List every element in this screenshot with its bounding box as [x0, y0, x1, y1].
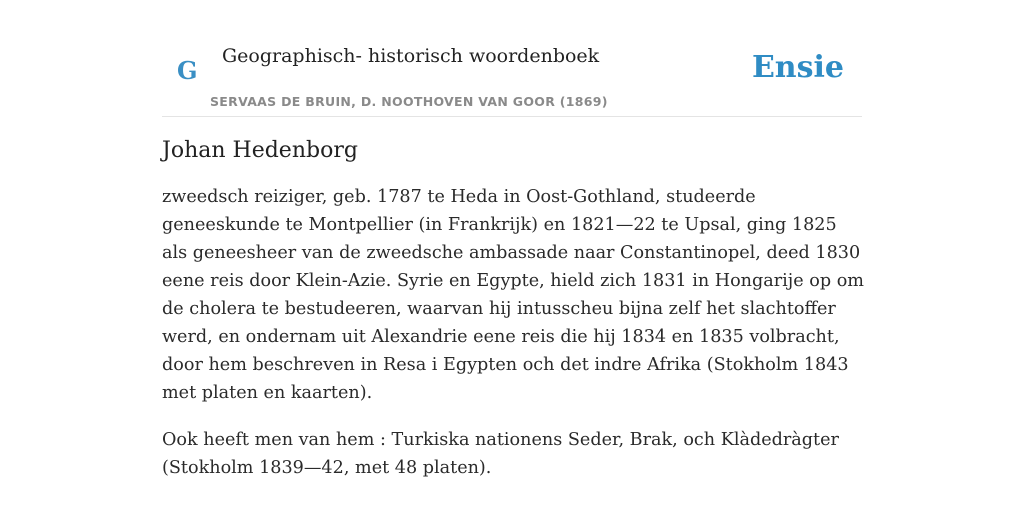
book-title-link[interactable]: Geographisch- historisch woordenboek: [222, 45, 600, 67]
entry-content: [162, 138, 867, 501]
book-letter-link[interactable]: G: [177, 56, 198, 85]
book-authors: SERVAAS DE BRUIN, D. NOOTHOVEN VAN GOOR (1869): [210, 94, 608, 109]
entry-paragraph-1: zweedsch reiziger, geb. 1787 te Heda in Oost-Gothland, studeerde geneeskunde te Montpellier (in Frankrijk) en 1821—22 te Upsal, ging 1825 als geneesheer van de zweedsche ambassade naar Constantinopel, deed 1830 eene reis door Klein-Azie. Syrie en Egypte, hield zich 1831 in Hongarije op om de cholera te bestudeeren, waarvan hij intusscheu bijna zelf het slachtoffer werd, en ondernam uit Alexandrie eene reis die hij 1834 en 1835 volbracht, door hem beschreven in Resa i Egypten och det indre Afrika (Stokholm 1843 met platen en kaarten).: [162, 187, 864, 403]
ensie-logo-link[interactable]: Ensie: [751, 50, 844, 85]
entry-paragraph-2: Ook heeft men van hem : Turkiska nationens Seder, Brak, och Klàdedràgter (Stokholm 1839—42, met 48 platen).: [162, 430, 839, 478]
book-header: [162, 0, 862, 117]
entry-title: Johan Hedenborg: [162, 138, 358, 163]
